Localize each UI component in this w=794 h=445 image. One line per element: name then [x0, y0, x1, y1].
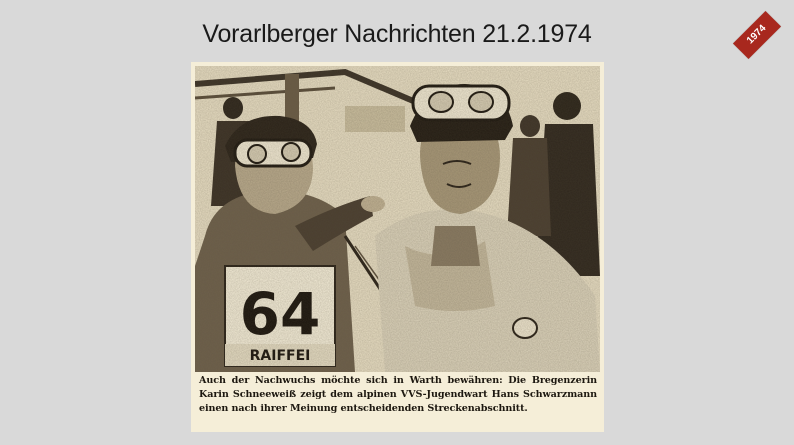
newspaper-clipping — [191, 62, 604, 432]
clipping-photo — [195, 66, 600, 372]
slide-title: Vorarlberger Nachrichten 21.2.1974 — [202, 20, 592, 48]
clipping-caption: Auch der Nachwuchs möchte sich in Warth bewähren: Die Bregenzerin Karin Schneeweiß zeigt dem alpinen VVS-Jugendwart Hans Schwarzmann einen nach ihrer Meinung entscheidenden Streckenabschnitt. — [199, 375, 597, 414]
year-badge: 1974 — [733, 11, 781, 59]
